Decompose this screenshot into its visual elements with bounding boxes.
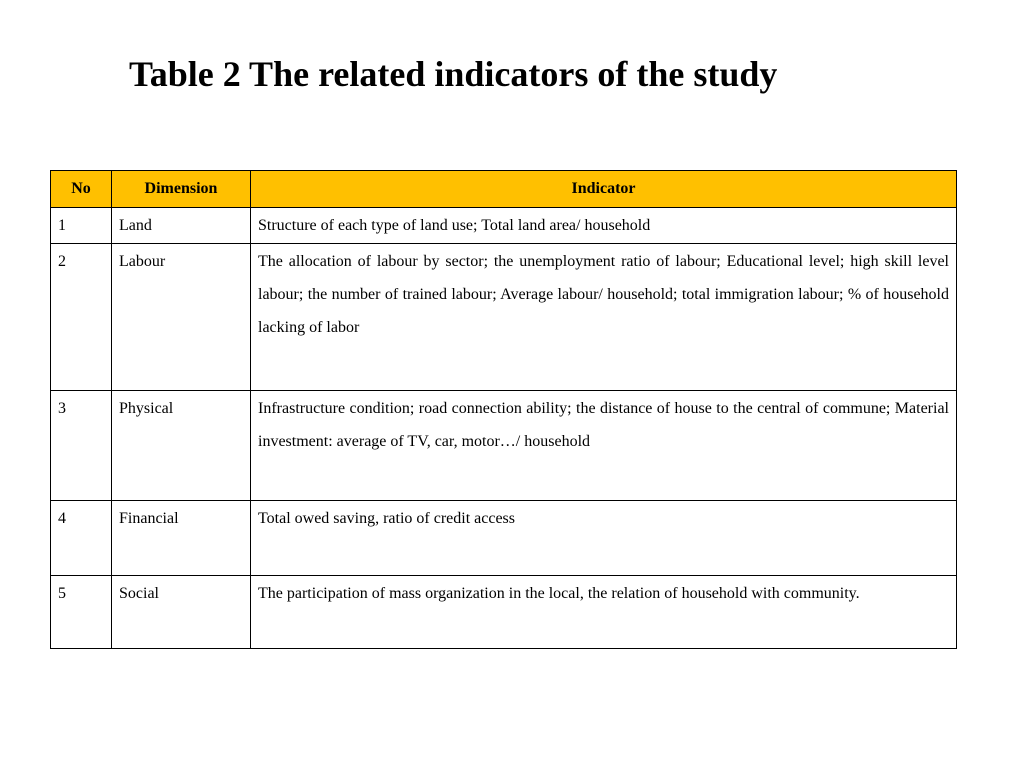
cell-no: 1	[51, 208, 112, 244]
cell-dimension: Labour	[112, 244, 251, 391]
cell-indicator: Structure of each type of land use; Total land area/ household	[251, 208, 957, 244]
table-header	[51, 171, 957, 208]
column-header-indicator: Indicator	[251, 171, 957, 208]
table-row	[51, 244, 957, 391]
cell-dimension: Land	[112, 208, 251, 244]
header-row	[51, 171, 957, 208]
cell-indicator: The allocation of labour by sector; the unemployment ratio of labour; Educational level; high skill level labour; the number of trained labour; Average labour/ household; total immigration labour; % of household lacking of labor	[251, 244, 957, 391]
cell-no: 5	[51, 576, 112, 649]
cell-indicator: The participation of mass organization in the local, the relation of household with community.	[251, 576, 957, 649]
cell-no: 4	[51, 501, 112, 576]
indicators-table	[50, 170, 957, 649]
table-row	[51, 391, 957, 501]
cell-dimension: Physical	[112, 391, 251, 501]
table-row	[51, 501, 957, 576]
table-body	[51, 208, 957, 649]
table-row	[51, 208, 957, 244]
cell-dimension: Social	[112, 576, 251, 649]
page-title: Table 2 The related indicators of the study	[129, 54, 778, 94]
column-header-no: No	[51, 171, 112, 208]
cell-no: 3	[51, 391, 112, 501]
cell-dimension: Financial	[112, 501, 251, 576]
cell-indicator: Infrastructure condition; road connection ability; the distance of house to the central of commune; Material investment: average of TV, car, motor…/ household	[251, 391, 957, 501]
cell-no: 2	[51, 244, 112, 391]
cell-indicator: Total owed saving, ratio of credit access	[251, 501, 957, 576]
table-row	[51, 576, 957, 649]
column-header-dimension: Dimension	[112, 171, 251, 208]
